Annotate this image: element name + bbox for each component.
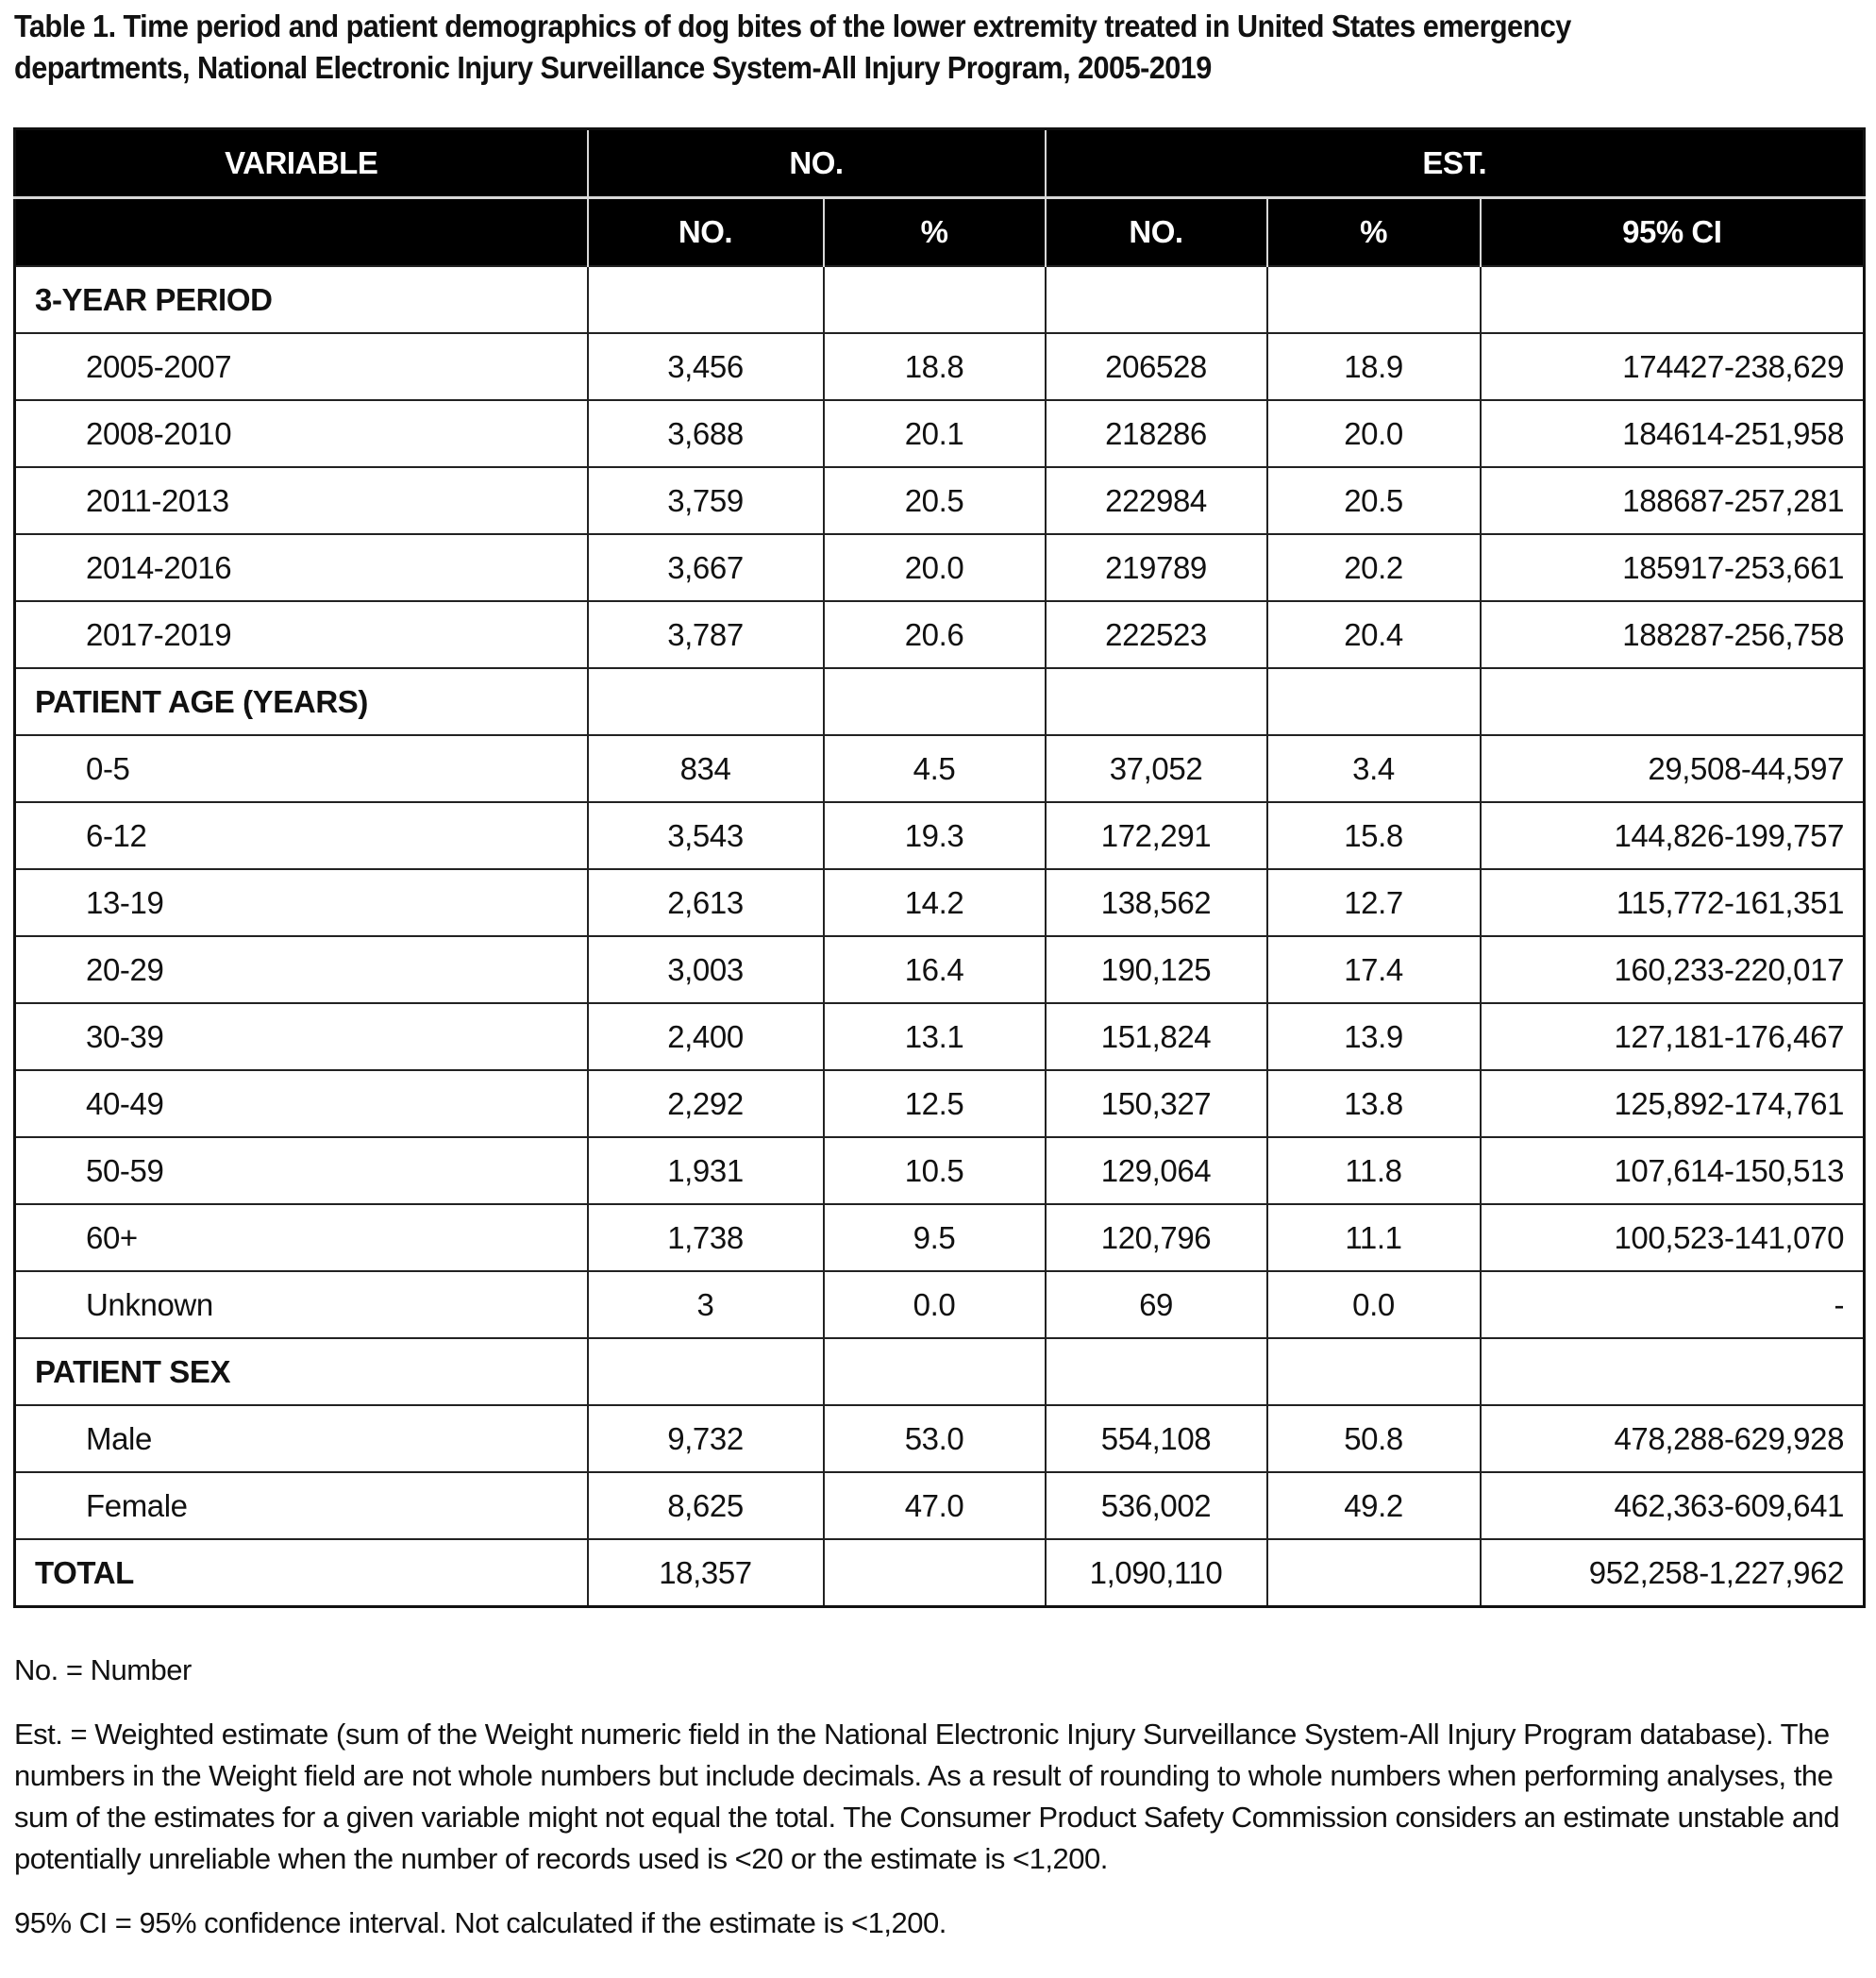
- table-row: [15, 601, 1865, 668]
- table-row: [15, 400, 1865, 467]
- header-est-pct: %: [1267, 198, 1481, 267]
- cell-pct: 20.5: [824, 467, 1046, 534]
- cell-est-pct: 49.2: [1267, 1472, 1481, 1539]
- section-label: PATIENT SEX: [15, 1338, 588, 1405]
- row-label: 2005-2007: [15, 333, 588, 400]
- empty-cell: [588, 266, 824, 333]
- header-no-group: NO.: [588, 129, 1046, 198]
- section-row: [15, 1338, 1865, 1405]
- header-blank: [15, 198, 588, 267]
- cell-ci: -: [1481, 1271, 1865, 1338]
- cell-ci: 184614-251,958: [1481, 400, 1865, 467]
- cell-est-pct: [1267, 1539, 1481, 1607]
- row-label: 0-5: [15, 735, 588, 802]
- cell-est-pct: 11.1: [1267, 1204, 1481, 1271]
- footnotes: [14, 1650, 1864, 1967]
- empty-cell: [1481, 266, 1865, 333]
- cell-est: 190,125: [1046, 936, 1267, 1003]
- cell-est: 536,002: [1046, 1472, 1267, 1539]
- cell-no: 3,787: [588, 601, 824, 668]
- cell-no: 3,456: [588, 333, 824, 400]
- table-row: [15, 1472, 1865, 1539]
- cell-pct: 20.1: [824, 400, 1046, 467]
- header-est-no: NO.: [1046, 198, 1267, 267]
- table-title: Table 1. Time period and patient demographics of dog bites of the lower extremity treated in United States emergency departments, National Electronic Injury Surveillance System-All Injury Program, 2005-2019: [14, 8, 1571, 85]
- empty-cell: [824, 668, 1046, 735]
- table-row: [15, 1204, 1865, 1271]
- cell-ci: 188287-256,758: [1481, 601, 1865, 668]
- row-label: Unknown: [15, 1271, 588, 1338]
- cell-ci: 107,614-150,513: [1481, 1137, 1865, 1204]
- row-label: Female: [15, 1472, 588, 1539]
- cell-est-pct: 18.9: [1267, 333, 1481, 400]
- total-row: [15, 1539, 1865, 1607]
- table-row: [15, 467, 1865, 534]
- footnote-number: No. = Number: [14, 1653, 192, 1686]
- table-row: [15, 333, 1865, 400]
- cell-pct: 14.2: [824, 869, 1046, 936]
- cell-est-pct: 0.0: [1267, 1271, 1481, 1338]
- empty-cell: [588, 1338, 824, 1405]
- cell-est: 151,824: [1046, 1003, 1267, 1070]
- table-row: [15, 802, 1865, 869]
- cell-ci: 127,181-176,467: [1481, 1003, 1865, 1070]
- table-row: [15, 534, 1865, 601]
- cell-est-pct: 20.2: [1267, 534, 1481, 601]
- cell-est-pct: 50.8: [1267, 1405, 1481, 1472]
- table-row: [15, 936, 1865, 1003]
- cell-no: 834: [588, 735, 824, 802]
- cell-no: 3,003: [588, 936, 824, 1003]
- cell-est-pct: 15.8: [1267, 802, 1481, 869]
- table-row: [15, 1070, 1865, 1137]
- cell-no: 18,357: [588, 1539, 824, 1607]
- cell-pct: 19.3: [824, 802, 1046, 869]
- cell-ci: 100,523-141,070: [1481, 1204, 1865, 1271]
- header-no-no: NO.: [588, 198, 824, 267]
- empty-cell: [1046, 668, 1267, 735]
- header-est-group: EST.: [1046, 129, 1865, 198]
- cell-ci: 29,508-44,597: [1481, 735, 1865, 802]
- row-label: 6-12: [15, 802, 588, 869]
- cell-no: 2,292: [588, 1070, 824, 1137]
- row-label: 13-19: [15, 869, 588, 936]
- header-no-pct: %: [824, 198, 1046, 267]
- cell-ci: 115,772-161,351: [1481, 869, 1865, 936]
- table-row: [15, 735, 1865, 802]
- section-row: [15, 266, 1865, 333]
- table-row: [15, 1137, 1865, 1204]
- cell-pct: 9.5: [824, 1204, 1046, 1271]
- cell-est: 150,327: [1046, 1070, 1267, 1137]
- demographics-table: [13, 127, 1866, 1608]
- row-label: TOTAL: [15, 1539, 588, 1607]
- cell-ci: 144,826-199,757: [1481, 802, 1865, 869]
- cell-est-pct: 13.8: [1267, 1070, 1481, 1137]
- row-label: 20-29: [15, 936, 588, 1003]
- cell-est: 219789: [1046, 534, 1267, 601]
- empty-cell: [1267, 668, 1481, 735]
- cell-pct: 20.0: [824, 534, 1046, 601]
- row-label: 2014-2016: [15, 534, 588, 601]
- table-header: [15, 129, 1865, 267]
- cell-pct: 0.0: [824, 1271, 1046, 1338]
- cell-no: 9,732: [588, 1405, 824, 1472]
- cell-est-pct: 12.7: [1267, 869, 1481, 936]
- cell-est: 222984: [1046, 467, 1267, 534]
- empty-cell: [824, 1338, 1046, 1405]
- cell-pct: 18.8: [824, 333, 1046, 400]
- cell-pct: 20.6: [824, 601, 1046, 668]
- cell-est-pct: 11.8: [1267, 1137, 1481, 1204]
- cell-est: 218286: [1046, 400, 1267, 467]
- row-label: 2011-2013: [15, 467, 588, 534]
- table-row: [15, 1405, 1865, 1472]
- section-label: 3-YEAR PERIOD: [15, 266, 588, 333]
- table-row: [15, 1271, 1865, 1338]
- cell-ci: 185917-253,661: [1481, 534, 1865, 601]
- cell-pct: 53.0: [824, 1405, 1046, 1472]
- empty-cell: [1481, 1338, 1865, 1405]
- cell-est: 172,291: [1046, 802, 1267, 869]
- cell-ci: 462,363-609,641: [1481, 1472, 1865, 1539]
- row-label: 40-49: [15, 1070, 588, 1137]
- cell-est-pct: 20.5: [1267, 467, 1481, 534]
- cell-ci: 174427-238,629: [1481, 333, 1865, 400]
- cell-est: 1,090,110: [1046, 1539, 1267, 1607]
- empty-cell: [824, 266, 1046, 333]
- cell-est: 120,796: [1046, 1204, 1267, 1271]
- cell-pct: 10.5: [824, 1137, 1046, 1204]
- cell-pct: 12.5: [824, 1070, 1046, 1137]
- cell-no: 2,400: [588, 1003, 824, 1070]
- header-row-sub: [15, 198, 1865, 267]
- empty-cell: [1046, 1338, 1267, 1405]
- cell-est: 222523: [1046, 601, 1267, 668]
- header-est-ci: 95% CI: [1481, 198, 1865, 267]
- cell-ci: 188687-257,281: [1481, 467, 1865, 534]
- table-row: [15, 1003, 1865, 1070]
- cell-pct: 16.4: [824, 936, 1046, 1003]
- cell-no: 3: [588, 1271, 824, 1338]
- empty-cell: [1481, 668, 1865, 735]
- cell-est: 554,108: [1046, 1405, 1267, 1472]
- cell-no: 1,738: [588, 1204, 824, 1271]
- table-row: [15, 869, 1865, 936]
- cell-no: 2,613: [588, 869, 824, 936]
- cell-est-pct: 3.4: [1267, 735, 1481, 802]
- cell-est: 37,052: [1046, 735, 1267, 802]
- section-row: [15, 668, 1865, 735]
- cell-no: 3,688: [588, 400, 824, 467]
- cell-est-pct: 20.0: [1267, 400, 1481, 467]
- row-label: 60+: [15, 1204, 588, 1271]
- row-label: 2017-2019: [15, 601, 588, 668]
- header-variable: VARIABLE: [15, 129, 588, 198]
- cell-est: 206528: [1046, 333, 1267, 400]
- cell-est-pct: 17.4: [1267, 936, 1481, 1003]
- section-label: PATIENT AGE (YEARS): [15, 668, 588, 735]
- footnote-estimate: Est. = Weighted estimate (sum of the Weight numeric field in the National Electronic Injury Surveillance System-All Injury Program database). The numbers in the Weight field are not whole numbers but include decimals. As a result of rounding to whole numbers when performing analyses, the sum of the estimates for a given variable might not equal the total. The Consumer Product Safety Commission considers an estimate unstable and potentially unreliable when the number of records used is <20 or the estimate is <1,200.: [14, 1718, 1840, 1875]
- cell-no: 3,759: [588, 467, 824, 534]
- cell-est-pct: 13.9: [1267, 1003, 1481, 1070]
- cell-ci: 952,258-1,227,962: [1481, 1539, 1865, 1607]
- cell-pct: 47.0: [824, 1472, 1046, 1539]
- empty-cell: [1267, 266, 1481, 333]
- cell-est: 129,064: [1046, 1137, 1267, 1204]
- row-label: 30-39: [15, 1003, 588, 1070]
- table-body: [15, 266, 1865, 1607]
- cell-est: 69: [1046, 1271, 1267, 1338]
- cell-no: 3,543: [588, 802, 824, 869]
- empty-cell: [588, 668, 824, 735]
- cell-pct: [824, 1539, 1046, 1607]
- cell-no: 8,625: [588, 1472, 824, 1539]
- empty-cell: [1267, 1338, 1481, 1405]
- cell-est-pct: 20.4: [1267, 601, 1481, 668]
- footnote-ci: 95% CI = 95% confidence interval. Not calculated if the estimate is <1,200.: [14, 1906, 946, 1939]
- cell-no: 3,667: [588, 534, 824, 601]
- header-row-group: [15, 129, 1865, 198]
- row-label: 50-59: [15, 1137, 588, 1204]
- cell-ci: 125,892-174,761: [1481, 1070, 1865, 1137]
- row-label: 2008-2010: [15, 400, 588, 467]
- cell-est: 138,562: [1046, 869, 1267, 936]
- cell-ci: 478,288-629,928: [1481, 1405, 1865, 1472]
- cell-no: 1,931: [588, 1137, 824, 1204]
- row-label: Male: [15, 1405, 588, 1472]
- cell-pct: 4.5: [824, 735, 1046, 802]
- cell-ci: 160,233-220,017: [1481, 936, 1865, 1003]
- cell-pct: 13.1: [824, 1003, 1046, 1070]
- empty-cell: [1046, 266, 1267, 333]
